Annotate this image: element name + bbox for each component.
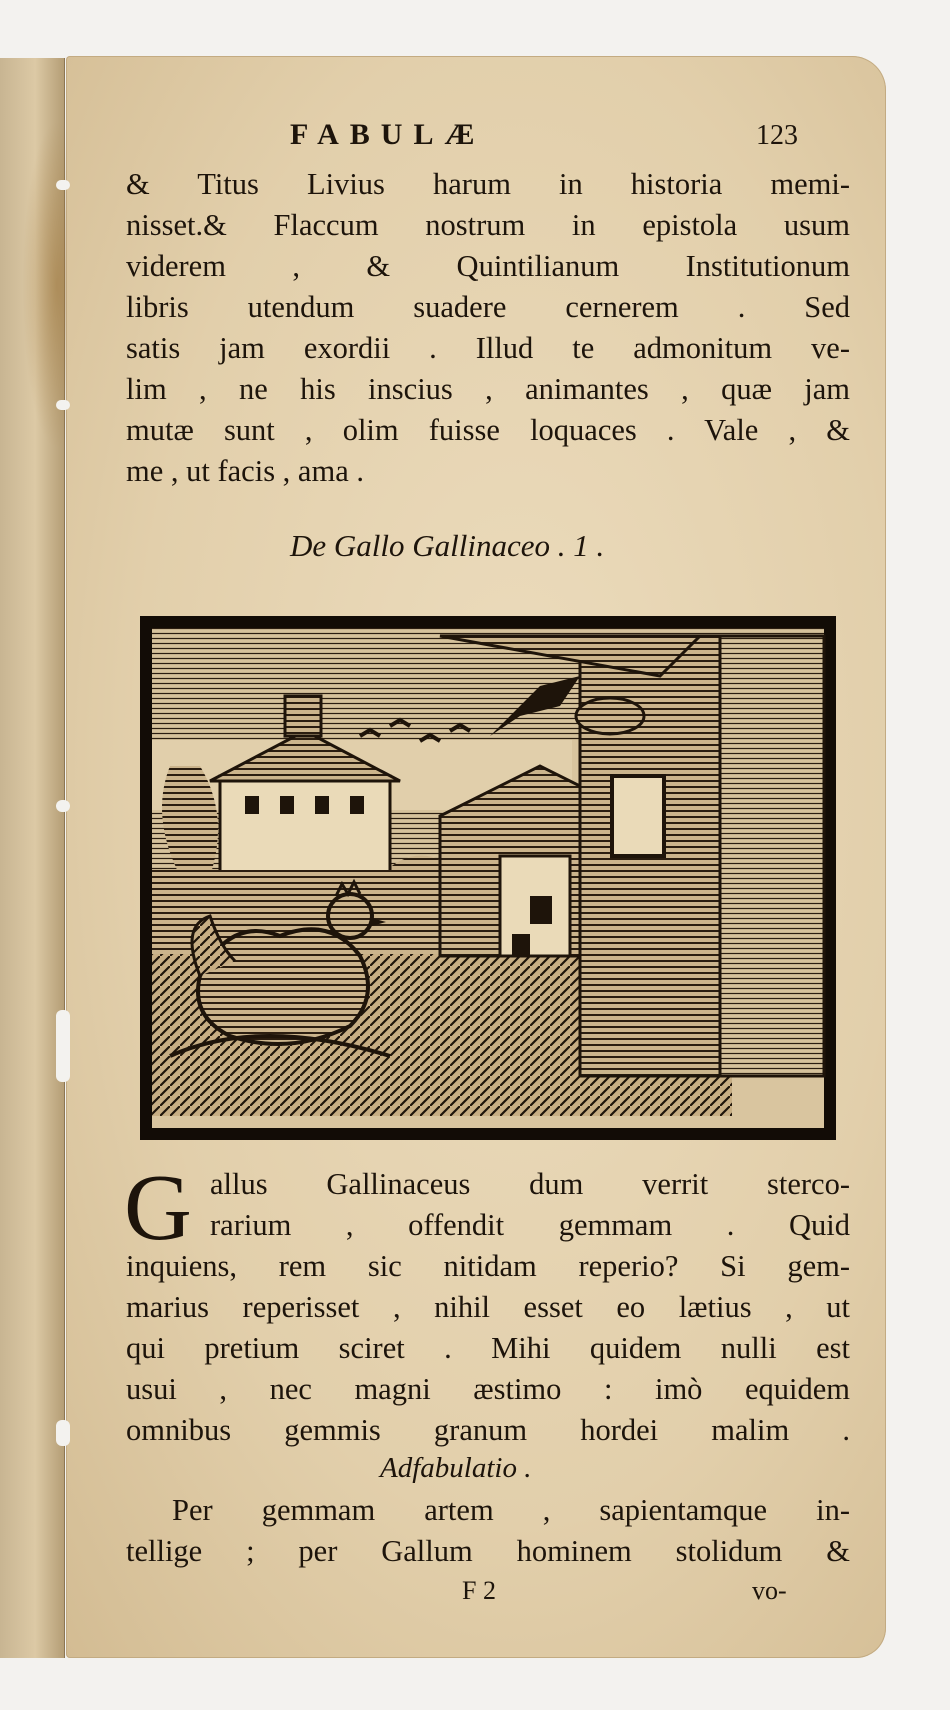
signature-mark: F 2: [462, 1576, 496, 1605]
text-line: tellige ; per Gallum hominem stolidum &: [126, 1534, 850, 1568]
text-line: satis jam exordii . Illud te admonitum ve-: [126, 331, 850, 365]
page-number: 123: [756, 120, 798, 151]
binding-hole: [56, 1010, 70, 1082]
intro-paragraph: [126, 164, 850, 492]
running-title: FABULÆ: [290, 118, 486, 151]
text-line: marius reperisset , nihil esset eo lætius , ut: [126, 1290, 850, 1324]
text-line: qui pretium sciret . Mihi quidem nulli est: [126, 1331, 850, 1365]
text-line: Per gemmam artem , sapientamque in-: [172, 1493, 850, 1527]
moral-paragraph: [126, 1490, 850, 1572]
binding-hole: [56, 800, 70, 812]
binding-hole: [56, 1420, 70, 1446]
text-line: mutæ sunt , olim fuisse loquaces . Vale , &: [126, 413, 850, 447]
catchword: vo-: [752, 1576, 787, 1605]
text-line: allus Gallinaceus dum verrit sterco-: [210, 1167, 850, 1201]
drop-cap: G: [124, 1156, 192, 1260]
woodcut-rooster-farmyard-icon: [140, 616, 836, 1140]
fable-paragraph: [124, 1156, 850, 1451]
text-line: libris utendum suadere cernerem . Sed: [126, 290, 850, 324]
binding-hole: [56, 180, 70, 190]
text-line: inquiens, rem sic nitidam reperio? Si gem-: [126, 1249, 850, 1283]
text-line: viderem , & Quintilianum Institutionum: [126, 249, 850, 283]
fable-title: De Gallo Gallinaceo . 1 .: [290, 528, 605, 563]
moral-title: Adfabulatio .: [380, 1452, 532, 1484]
text-line: lim , ne his inscius , animantes , quæ jam: [126, 372, 850, 406]
text-line: & Titus Livius harum in historia memi-: [126, 167, 850, 201]
binding-hole: [56, 400, 70, 410]
text-line: usui , nec magni æstimo : imò equidem: [126, 1372, 850, 1406]
text-line: nisset.& Flaccum nostrum in epistola usum: [126, 208, 850, 242]
text-line: me , ut facis , ama .: [126, 454, 364, 488]
text-line: omnibus gemmis granum hordei malim .: [126, 1413, 850, 1447]
text-line: rarium , offendit gemmam . Quid: [210, 1208, 850, 1242]
running-head: [120, 118, 850, 158]
